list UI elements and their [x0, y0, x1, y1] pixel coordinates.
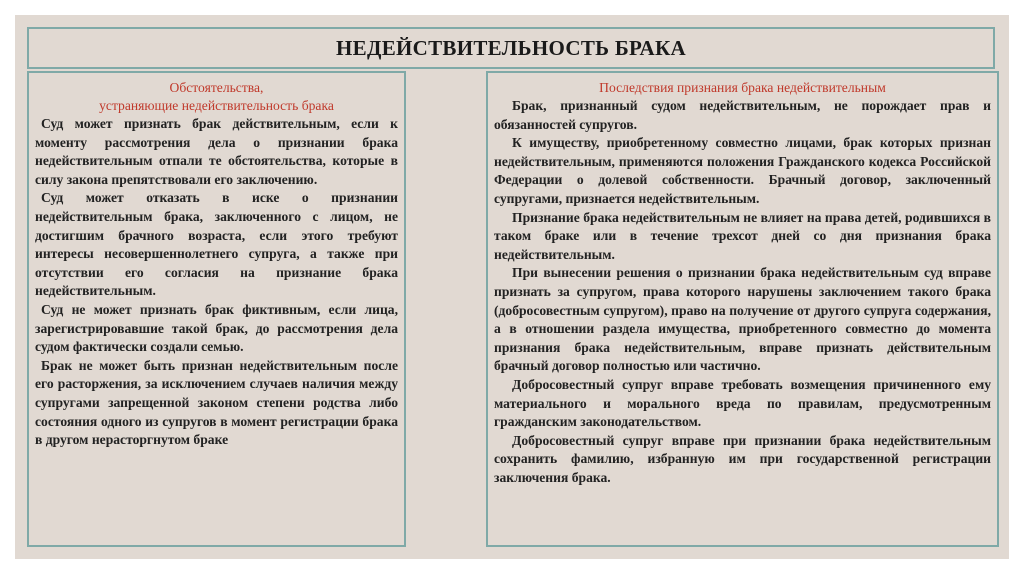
right-paragraph: Добросовестный супруг вправе при признании брака недействительным сохранить фамилию, избранную им при государственной регистрации заключения брака.	[494, 432, 991, 485]
right-paragraph: Брак, признанный судом недействительным, не порождает прав и обязанностей супругов.	[494, 98, 991, 132]
title-box	[27, 27, 995, 69]
left-panel	[27, 71, 406, 547]
left-paragraph: Брак не может быть признан недействительным после его расторжения, за исключением случаев наличия между супругами запрещенной законом степени родства либо состояния одного из супругов в момент регистрации брака в другом нерасторгнутом браке	[35, 357, 398, 448]
left-paragraph: Суд может отказать в иске о признании недействительным брака, заключенного с лицом, не достигшим брачного возраста, если этого требуют интересы несовершеннолетнего супруга, а также при отсутствии его согласия на признание брака недействительным.	[35, 190, 398, 299]
slide	[15, 15, 1009, 559]
right-paragraph: Признание брака недействительным не влияет на права детей, родившихся в таком браке или в течение трехсот дней со дня признания брака недействительным.	[494, 209, 991, 262]
right-heading: Последствия признания брака недействительным	[599, 80, 886, 95]
right-paragraph: При вынесении решения о признании брака недействительным суд вправе признать за супругом, права которого нарушены заключением такого брака (добросовестным супругом), право на получение от другого супруга содержания, а в отношении раздела имущества, приобретенного совместно до момента признания брака недействительным, вправе признать действительным брачный договор полностью или частично.	[494, 265, 991, 374]
left-heading-line1: Обстоятельства,	[169, 80, 264, 95]
right-paragraph: Добросовестный супруг вправе требовать возмещения причиненного ему материального и морального вреда по правилам, предусмотренным гражданским законодательством.	[494, 376, 991, 430]
right-paragraph: К имуществу, приобретенному совместно лицами, брак которых признан недействительным, применяются положения Гражданского кодекса Российской Федерации о долевой собственности. Брачный договор, заключенный супругами, признается недействительным.	[494, 135, 991, 206]
slide-title: НЕДЕЙСТВИТЕЛЬНОСТЬ БРАКА	[336, 35, 686, 60]
left-paragraph: Суд не может признать брак фиктивным, если лица, зарегистрировавшие такой брак, до рассмотрения дела судом фактически создали семью.	[35, 301, 398, 355]
left-heading-line2: устраняющие недействительность брака	[99, 98, 334, 113]
right-panel	[486, 71, 999, 547]
left-paragraph: Суд может признать брак действительным, если к моменту рассмотрения дела о признании брака недействительным отпали те обстоятельства, которые в силу закона препятствовали его заключению.	[35, 116, 398, 187]
